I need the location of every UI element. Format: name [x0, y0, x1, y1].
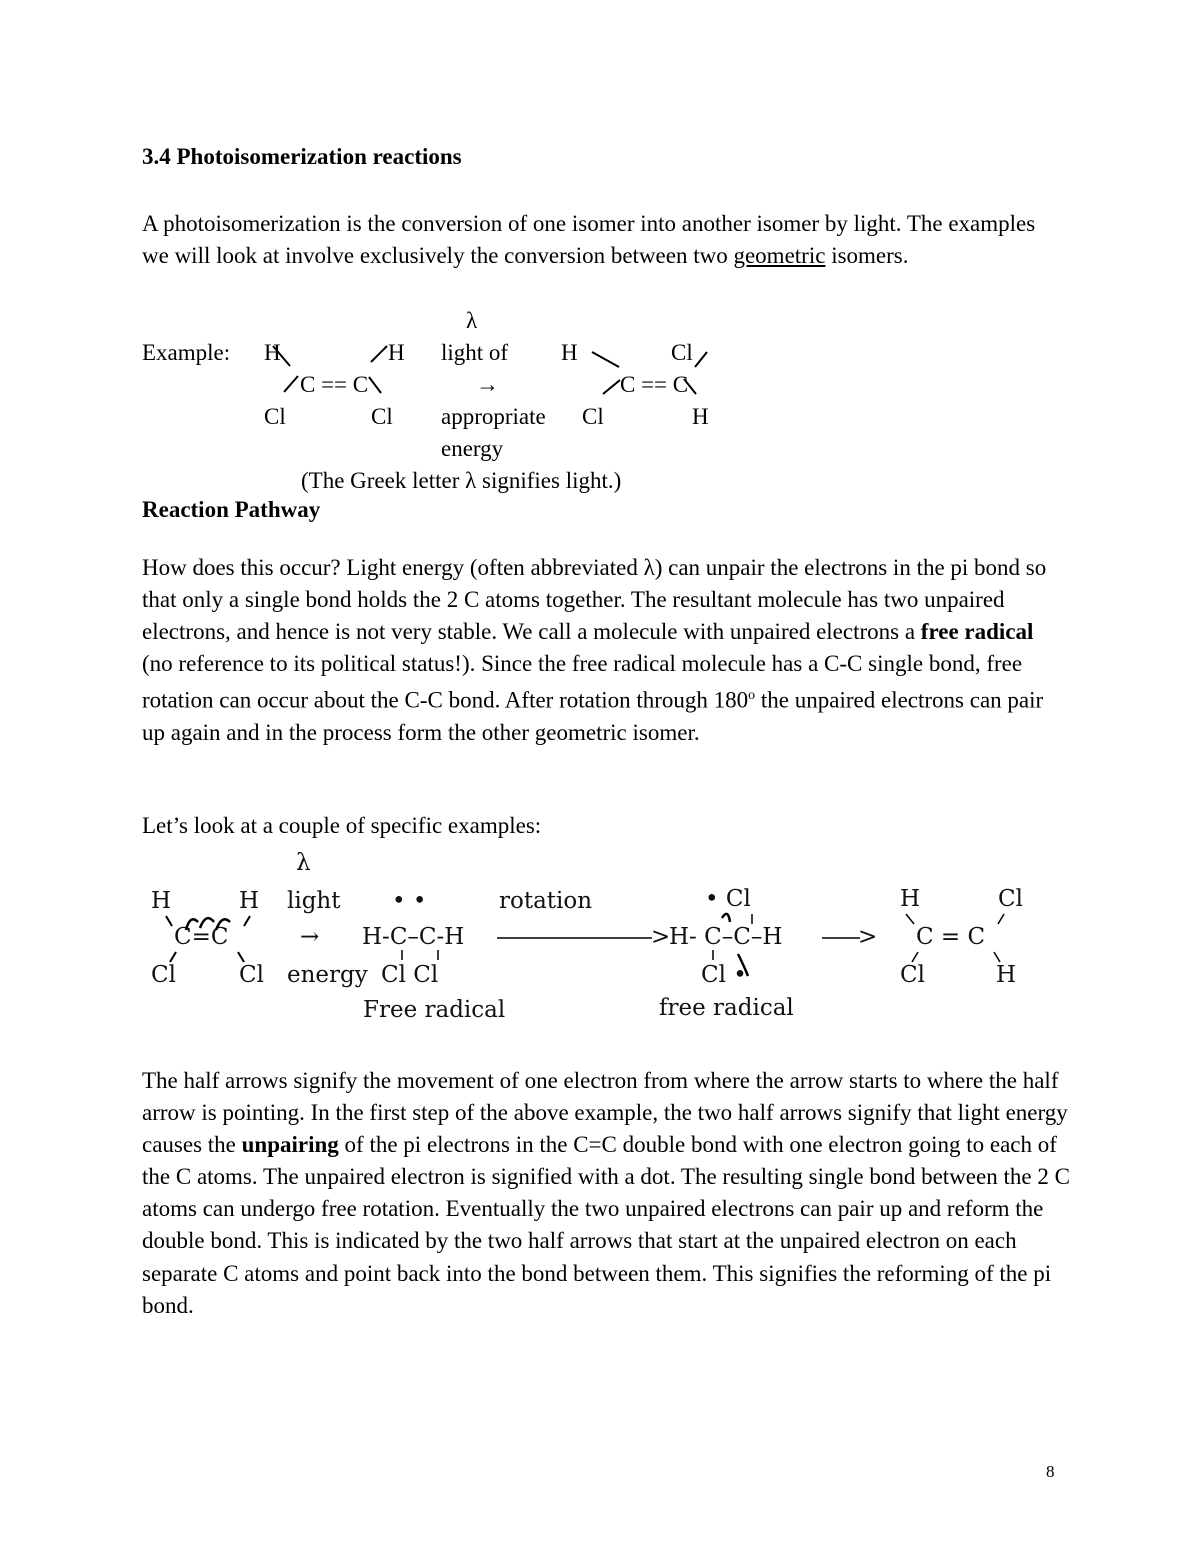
examples-lead: Let’s look at a couple of specific examples: — [142, 813, 542, 838]
mech-cond-arrow: → — [300, 924, 320, 950]
pathway-heading: Reaction Pathway — [142, 497, 321, 522]
reactant-bottom-left: Cl — [264, 404, 286, 429]
section-heading: 3.4 Photoisomerization reactions — [142, 144, 462, 169]
mech-s1-Cl1: Cl — [151, 962, 176, 988]
mech-arrow1-head: > — [651, 924, 671, 950]
mech-s4-H-bottom: H — [996, 962, 1017, 988]
reactant-center: C == C — [300, 372, 369, 397]
product-bottom-right: H — [692, 404, 709, 429]
mech-energy: energy — [287, 962, 368, 988]
mech-s2-subs: Cl Cl — [381, 962, 439, 988]
mech-s1-center: C=C — [174, 924, 229, 950]
mech-s1-H1: H — [151, 888, 172, 914]
product-center: C == C — [620, 372, 689, 397]
mech-s3-chain: H- C–C–H — [669, 924, 783, 950]
intro-text-1: A photoisomerization is the conversion of one isomer into another isomer by light. The examples we will look at involve exclusively the conversion between two — [142, 211, 1036, 269]
pathway-text-3: the unpaired electrons can pair up again and in the process form the other geometric isomer. — [142, 688, 1044, 746]
mech-s3-top: • Cl — [705, 886, 751, 912]
page-number: 8 — [1046, 1462, 1055, 1481]
mech-lambda: λ — [296, 850, 311, 876]
example-label: Example: — [142, 340, 231, 365]
reactant-bottom-right: Cl — [371, 404, 393, 429]
condition-energy: energy — [441, 436, 504, 461]
explanation-text-2: of the pi electrons in the C=C double bond with one electron going to each of the C atoms. The unpaired electron is signified with a dot. The resulting single bond between the 2 C atoms can undergo free rotation. Eventually the two unpaired electrons can pair up and reform the double bond. This is indicated by the two half arrows that start at the unpaired electron on each separate C atoms and point back into the bond between them. This signifies the reforming of the pi bond. — [142, 1132, 1070, 1318]
explanation-paragraph — [142, 1065, 1072, 1322]
pathway-text-1: How does this occur? Light energy (often abbreviated λ) can unpair the electrons in the pi bond so that only a single bond holds the 2 C atoms together. The resultant molecule has two unpaired electrons, and hence is not very stable. We call a molecule with unpaired electrons a — [142, 555, 1047, 645]
product-bottom-left: Cl — [582, 404, 604, 429]
reactant-top-right: H — [388, 340, 405, 365]
reactant-top-left: H — [264, 340, 281, 365]
intro-text-2: isomers. — [825, 243, 909, 269]
mech-s2-chain: H-C–C-H — [362, 924, 465, 950]
condition-arrow: → — [476, 372, 499, 397]
mech-s1-H2: H — [239, 888, 260, 914]
mech-s2-label: Free radical — [363, 997, 506, 1023]
underlined-term: geometric — [733, 243, 826, 269]
mech-s4-center: C = C — [916, 924, 986, 950]
degree-sign: o — [748, 688, 756, 704]
unpairing-term: unpairing — [241, 1132, 339, 1158]
lambda-note: (The Greek letter λ signifies light.) — [301, 468, 622, 493]
lambda-symbol: λ — [466, 308, 478, 333]
mech-s3-label: free radical — [659, 995, 794, 1021]
mech-arrow2-head: > — [858, 924, 878, 950]
product-top-right: Cl — [671, 340, 693, 365]
mech-s2-dots: • • — [392, 888, 427, 914]
explanation-text-1: The half arrows signify the movement of one electron from where the arrow starts to where the half arrow is pointing. In the first step of the above example, the two half arrows signify that light energy causes the — [142, 1068, 1068, 1158]
product-top-left: H — [561, 340, 578, 365]
pathway-text-2: (no reference to its political status!). Since the free radical molecule has a C-C single bond, free rotation can occur about the C-C bond. After rotation through 180 — [142, 651, 1023, 714]
mech-rotation: rotation — [499, 888, 593, 914]
condition-appropriate: appropriate — [441, 404, 546, 429]
mech-s1-Cl2: Cl — [239, 962, 264, 988]
mech-s4-H: H — [900, 886, 921, 912]
mech-s4-Cl-top: Cl — [998, 886, 1023, 912]
mech-s3-bottom: Cl • — [701, 962, 747, 988]
mech-light: light — [287, 888, 341, 914]
condition-light: light of — [441, 340, 509, 365]
free-radical-term: free radical — [920, 619, 1034, 645]
mech-s4-Cl-bottom: Cl — [900, 962, 925, 988]
